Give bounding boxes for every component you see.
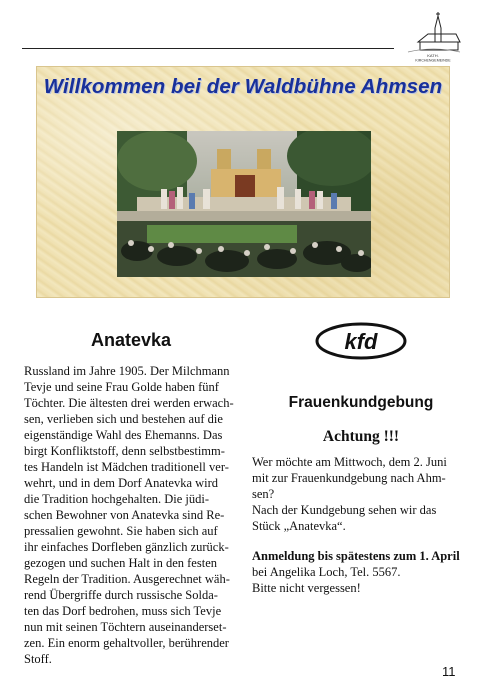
church-logo-icon [404, 12, 462, 62]
welcome-banner [36, 66, 450, 298]
body-line: wehrt, und in dem Dorf Anatevka wird [24, 476, 219, 490]
body-line: Tevje und seine Frau Golde haben fünf [24, 380, 219, 394]
body-line: Stück „Anatevka“. [252, 519, 346, 533]
body-line: Wer möchte am Mittwoch, dem 2. Juni [252, 455, 447, 469]
frauenkundgebung-title: Frauenkundgebung [288, 394, 434, 411]
body-line: eigenständige Wahl des Ehemanns. Das [24, 428, 223, 442]
page-number: 11 [442, 664, 456, 679]
svg-text:KIRCHENGEMEINDE: KIRCHENGEMEINDE [415, 58, 451, 62]
body-line: nun mit seinen Töchtern auseinanderset- [24, 620, 227, 634]
kfd-logo-icon [315, 322, 407, 360]
body-line: ihr einfaches Dorfleben gänzlich zurück- [24, 540, 229, 554]
anatevka-body [24, 363, 238, 667]
stage-photo [117, 131, 371, 277]
frauenkundgebung-article [252, 322, 470, 596]
body-line: gezogen und suchen Halt in den festen [24, 556, 217, 570]
body-line: Stoff. [24, 652, 52, 666]
reminder-line: Bitte nicht vergessen! [252, 581, 361, 595]
deadline-notice: Anmeldung bis spätestens zum 1. April [252, 549, 460, 563]
body-line: zen. Ein enorm gehaltvoller, berührender [24, 636, 229, 650]
body-line: Russland im Jahre 1905. Der Milchmann [24, 364, 230, 378]
body-line: die Tradition hochgehalten. Die jüdi- [24, 492, 210, 506]
body-line: Regeln der Tradition. Ausgerechnet wäh- [24, 572, 230, 586]
frauenkundgebung-body [252, 454, 470, 596]
body-line: mit zur Frauenkundgebung nach Ahm- [252, 471, 446, 485]
contact-line: bei Angelika Loch, Tel. 5567. [252, 565, 401, 579]
anatevka-title: Anatevka [90, 330, 172, 350]
anatevka-article [24, 330, 238, 667]
body-line: rend Übergriffe durch russische Solda- [24, 588, 218, 602]
svg-text:KATH.: KATH. [427, 53, 439, 58]
body-line: sen, verlieben sich und bestehen auf die [24, 412, 223, 426]
body-line: birgt Konfliktstoff, denn selbstbestimm- [24, 444, 225, 458]
svg-text:kfd: kfd [344, 329, 378, 354]
body-line: tes Handeln ist Mädchen traditionell ver- [24, 460, 229, 474]
body-line: ten das Dorf bedrohen, muss sich Tevje [24, 604, 222, 618]
banner-title: Willkommen bei der Waldbühne Ahmsen [43, 75, 443, 98]
body-line: pressalien gewohnt. Sie haben sich auf [24, 524, 218, 538]
achtung-heading: Achtung !!! [322, 428, 400, 445]
body-line: schen Bewohner von Anatevka sind Re- [24, 508, 225, 522]
body-line: sen? [252, 487, 275, 501]
header-rule [22, 48, 394, 49]
body-line: Nach der Kundgebung sehen wir das [252, 503, 437, 517]
body-line: Töchter. Die ältesten drei werden erwach- [24, 396, 234, 410]
